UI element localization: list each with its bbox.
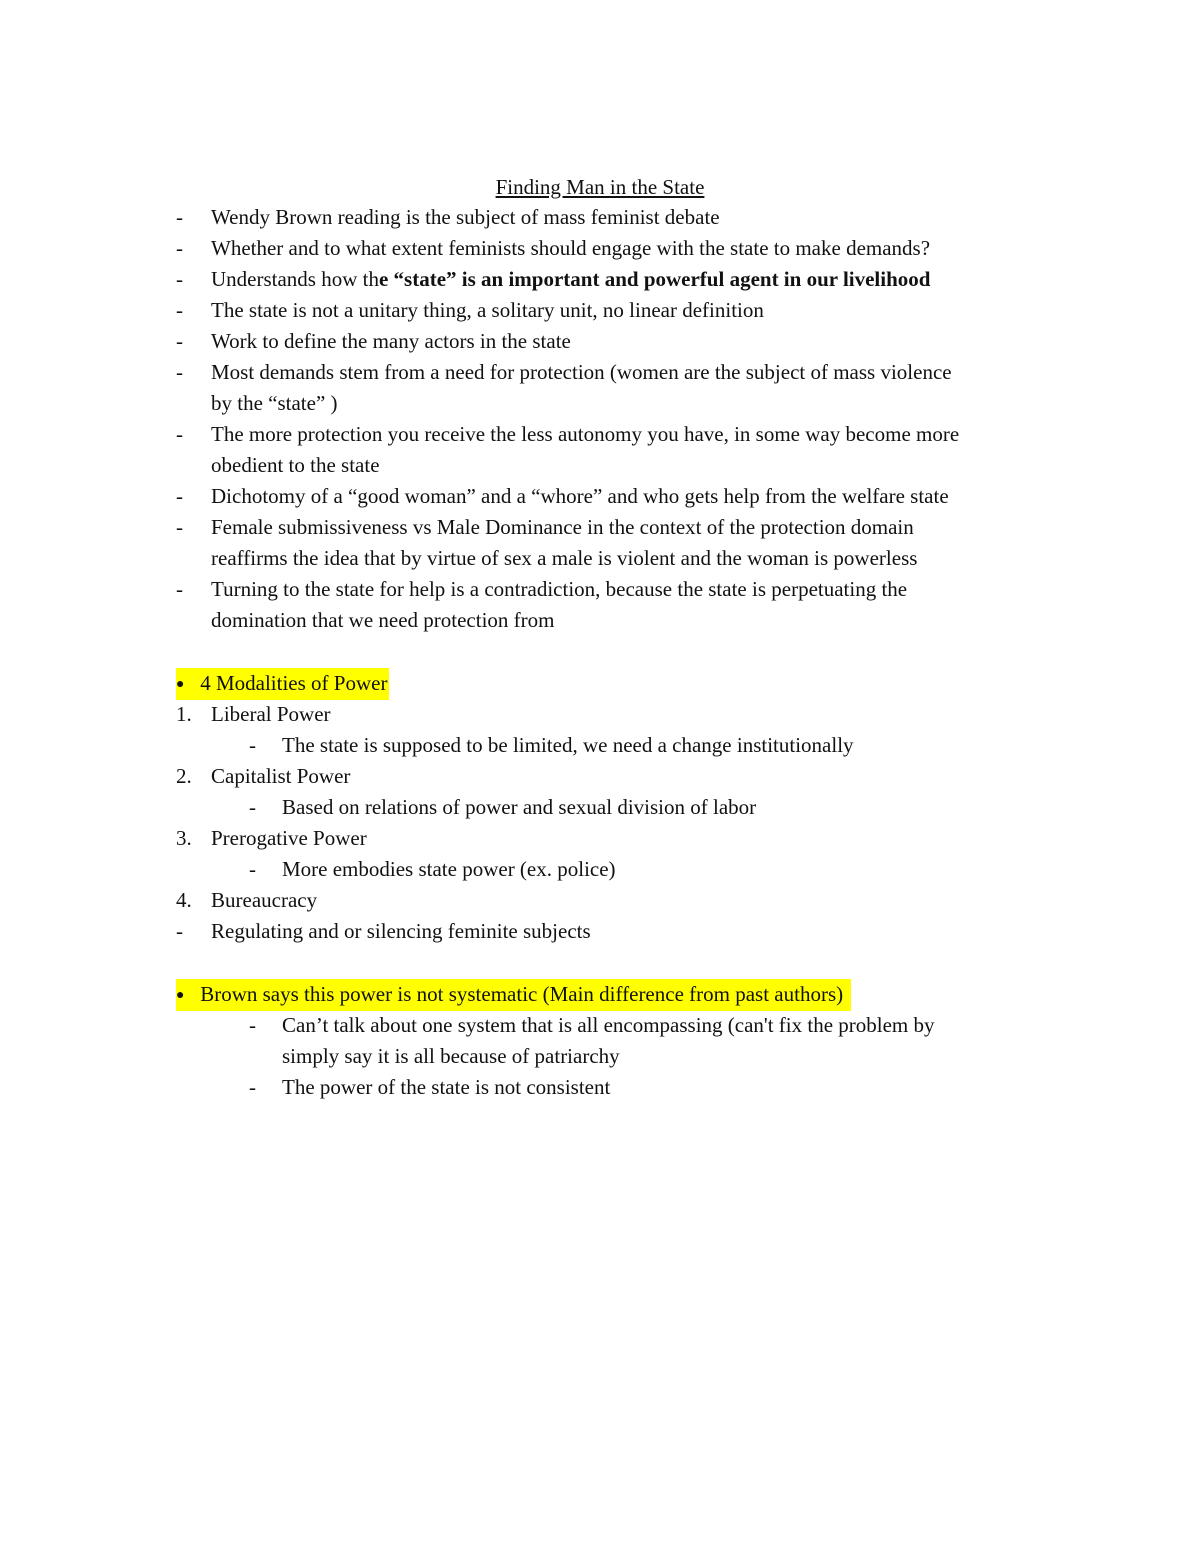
list-item: The state is not a unitary thing, a solitary unit, no linear definition bbox=[211, 298, 764, 322]
bullet-marker: ● bbox=[176, 677, 185, 692]
list-item: Wendy Brown reading is the subject of mass feminist debate bbox=[211, 205, 720, 229]
sub-item: More embodies state power (ex. police) bbox=[282, 857, 616, 881]
dash-marker: - bbox=[249, 1075, 256, 1099]
highlighted-heading bbox=[176, 668, 389, 700]
list-item-bold-text: e “state” is an important and powerful agent in our livelihood bbox=[378, 267, 931, 291]
list-item-line: Female submissiveness vs Male Dominance in the context of the protection domain bbox=[211, 515, 914, 539]
list-number: 1. bbox=[176, 702, 192, 726]
list-item-text: Understands how th bbox=[211, 267, 379, 291]
dash-marker: - bbox=[176, 298, 183, 322]
dash-marker: - bbox=[176, 919, 183, 943]
dash-marker: - bbox=[176, 236, 183, 260]
sub-item: The state is supposed to be limited, we need a change institutionally bbox=[282, 733, 854, 757]
list-number: 2. bbox=[176, 764, 192, 788]
dash-marker: - bbox=[176, 515, 183, 539]
list-item-line: domination that we need protection from bbox=[211, 608, 555, 632]
list-number: 3. bbox=[176, 826, 192, 850]
list-item: Dichotomy of a “good woman” and a “whore” and who gets help from the welfare state bbox=[211, 484, 949, 508]
numbered-item: Liberal Power bbox=[211, 702, 331, 726]
list-item-line: The more protection you receive the less autonomy you have, in some way become more bbox=[211, 422, 960, 446]
sub-item-line: Can’t talk about one system that is all encompassing (can't fix the problem by bbox=[282, 1013, 935, 1037]
dash-marker: - bbox=[176, 484, 183, 508]
list-item: Regulating and or silencing feminite subjects bbox=[211, 919, 591, 943]
list-item-line: obedient to the state bbox=[211, 453, 380, 477]
dash-marker: - bbox=[249, 733, 256, 757]
dash-marker: - bbox=[176, 422, 183, 446]
list-item bbox=[211, 264, 930, 295]
section-heading: 4 Modalities of Power bbox=[200, 671, 388, 695]
sub-item: Based on relations of power and sexual division of labor bbox=[282, 795, 757, 819]
sub-item-line: simply say it is all because of patriarchy bbox=[282, 1044, 620, 1068]
page-title: Finding Man in the State bbox=[495, 175, 705, 199]
dash-marker: - bbox=[176, 577, 183, 601]
list-number: 4. bbox=[176, 888, 192, 912]
dash-marker: - bbox=[249, 795, 256, 819]
dash-marker: - bbox=[176, 267, 183, 291]
dash-marker: - bbox=[176, 205, 183, 229]
sub-item: The power of the state is not consistent bbox=[282, 1075, 611, 1099]
dash-marker: - bbox=[176, 360, 183, 384]
list-item: Whether and to what extent feminists should engage with the state to make demands? bbox=[211, 236, 931, 260]
dash-marker: - bbox=[249, 857, 256, 881]
numbered-item: Bureaucracy bbox=[211, 888, 318, 912]
list-item: Work to define the many actors in the state bbox=[211, 329, 571, 353]
dash-marker: - bbox=[176, 329, 183, 353]
list-item-line: Most demands stem from a need for protection (women are the subject of mass violence bbox=[211, 360, 952, 384]
dash-marker: - bbox=[249, 1013, 256, 1037]
list-item-line: reaffirms the idea that by virtue of sex a male is violent and the woman is powerless bbox=[211, 546, 918, 570]
numbered-item: Prerogative Power bbox=[211, 826, 367, 850]
bullet-marker: ● bbox=[176, 988, 185, 1003]
list-item-line: by the “state” ) bbox=[211, 391, 338, 415]
numbered-item: Capitalist Power bbox=[211, 764, 351, 788]
list-item-line: Turning to the state for help is a contradiction, because the state is perpetuating the bbox=[211, 577, 908, 601]
highlighted-heading bbox=[176, 979, 851, 1011]
section-heading: Brown says this power is not systematic (Main difference from past authors) bbox=[200, 982, 844, 1006]
